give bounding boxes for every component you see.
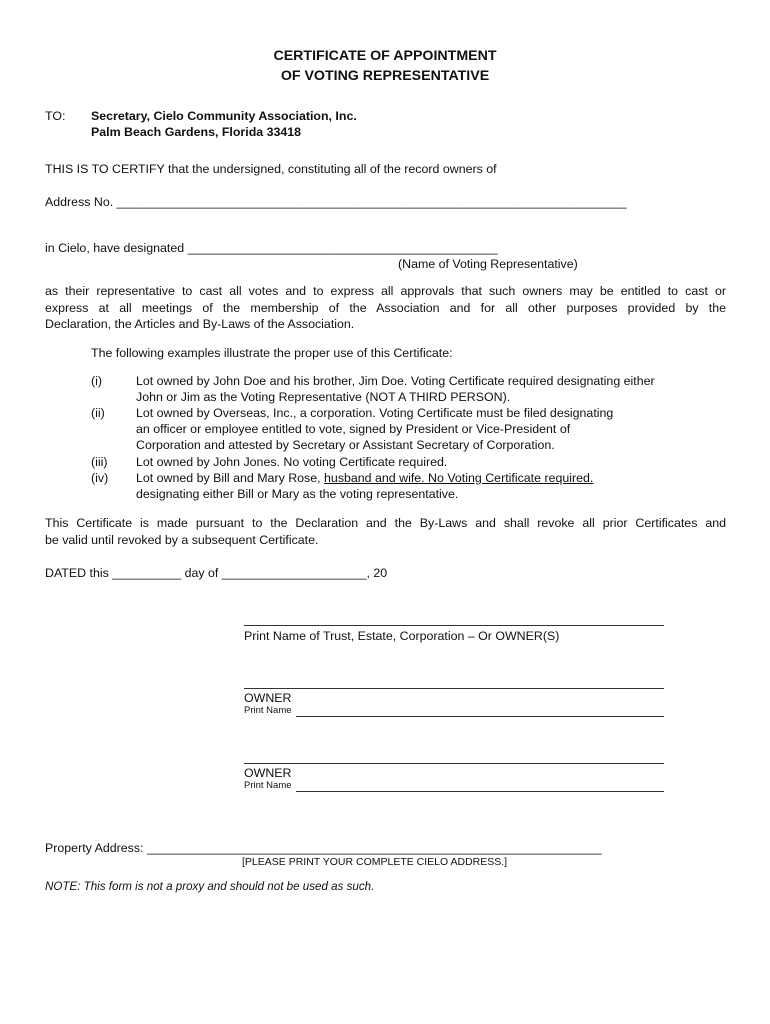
example-ii-line-2: an officer or employee entitled to vote, signed by President or Vice-President of	[136, 422, 571, 436]
owner-2-print-name-line[interactable]	[296, 791, 664, 792]
rep-paragraph-line-2: express at all meetings of the membership of the Association and for all other purposes provided by the	[45, 300, 726, 315]
to-label: TO:	[45, 109, 66, 123]
trust-signature-line[interactable]	[244, 625, 664, 626]
address-field	[45, 194, 627, 210]
to-address-line-1: Secretary, Cielo Community Association, Inc.	[91, 109, 357, 123]
to-address-line-2: Palm Beach Gardens, Florida 33418	[91, 125, 302, 139]
property-address-blank[interactable]: __________________________________________________________________	[146, 841, 602, 855]
example-iv-line-1-plain: Lot owned by Bill and Mary Rose,	[136, 471, 325, 485]
dated-field[interactable]: DATED this __________ day of _____________________, 20	[45, 566, 388, 580]
example-iv-line-1	[136, 470, 593, 486]
owner-2-label: OWNER	[244, 766, 292, 780]
revoke-line-2: be valid until revoked by a subsequent Certificate.	[45, 532, 319, 547]
note-text: NOTE: This form is not a proxy and should not be used as such.	[45, 880, 375, 893]
title-line-1: CERTIFICATE OF APPOINTMENT	[273, 48, 497, 64]
revoke-line-1: This Certificate is made pursuant to the Declaration and the By-Laws and shall revoke all prior Certificates and	[45, 516, 726, 530]
owner-2-signature-line[interactable]	[244, 763, 664, 764]
owner-1-print-name-line[interactable]	[296, 716, 664, 717]
address-blank[interactable]: __________________________________________________________________________	[116, 195, 627, 209]
example-iv-line-1-underlined: husband and wife. No Voting Certificate required.	[324, 471, 594, 485]
examples-intro: The following examples illustrate the proper use of this Certificate:	[91, 346, 453, 360]
property-address-caption: [PLEASE PRINT YOUR COMPLETE CIELO ADDRESS.]	[242, 856, 508, 868]
trust-signature-caption: Print Name of Trust, Estate, Corporation – Or OWNER(S)	[244, 629, 560, 643]
example-iv-number: (iv)	[91, 471, 109, 485]
rep-caption: (Name of Voting Representative)	[398, 257, 578, 271]
certify-text: THIS IS TO CERTIFY that the undersigned, constituting all of the record owners of	[45, 162, 497, 176]
example-i-line-1: Lot owned by John Doe and his brother, Jim Doe. Voting Certificate required designating either	[136, 374, 655, 388]
rep-paragraph-line-1: as their representative to cast all votes and to express all approvals that such owners may be entitled to cast or	[45, 284, 726, 298]
example-iv-line-2: designating either Bill or Mary as the voting representative.	[136, 487, 459, 501]
example-ii-line-1: Lot owned by Overseas, Inc., a corporation. Voting Certificate must be filed designating	[136, 406, 614, 420]
title-line-2: OF VOTING REPRESENTATIVE	[280, 68, 490, 84]
owner-2-print-name-label: Print Name	[244, 780, 292, 791]
designated-blank[interactable]: _____________________________________________	[187, 241, 498, 255]
property-address-label: Property Address:	[45, 841, 144, 855]
rep-paragraph-line-3: Declaration, the Articles and By-Laws of the Association.	[45, 317, 355, 331]
example-ii-number: (ii)	[91, 406, 105, 420]
address-label: Address No.	[45, 195, 114, 209]
revoke-paragraph	[45, 515, 726, 548]
owner-1-label: OWNER	[244, 691, 292, 705]
owner-1-print-name-label: Print Name	[244, 705, 292, 716]
example-iii-line-1: Lot owned by John Jones. No voting Certificate required.	[136, 455, 448, 469]
example-i-line-2: John or Jim as the Voting Representative (NOT A THIRD PERSON).	[136, 390, 511, 404]
example-ii-line-3: Corporation and attested by Secretary or Assistant Secretary of Corporation.	[136, 438, 555, 452]
representative-paragraph	[45, 283, 726, 333]
example-i-number: (i)	[91, 374, 103, 388]
designated-field	[45, 240, 498, 256]
example-iii-number: (iii)	[91, 455, 108, 469]
owner-1-signature-line[interactable]	[244, 688, 664, 689]
designated-label: in Cielo, have designated	[45, 241, 185, 255]
